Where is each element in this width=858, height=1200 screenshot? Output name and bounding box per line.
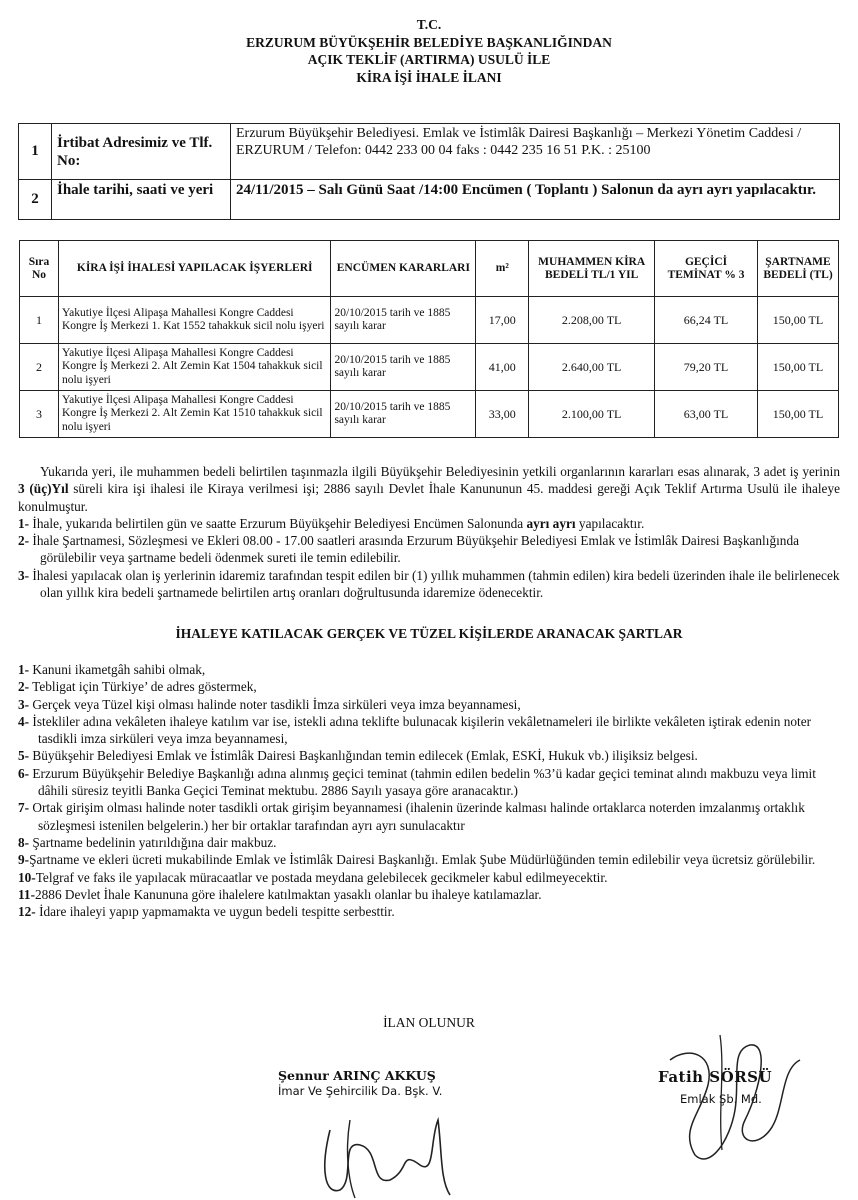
condition-item: 4- İstekliler adına vekâleten ihaleye katılım var ise, istekli adına teklifte bulunacak kişilerin vekâletnameleri ile birlikte vekâleten iştirak edenin noter tasdikli imza sirküleri veya imza beyannamesi, bbox=[18, 713, 812, 747]
info-row-date bbox=[19, 180, 840, 220]
condition-item: 10-Telgraf ve faks ile yapılacak müracaatlar ve postada meydana gelebilecek gecikmeler kabul edilmeyecektir. bbox=[18, 869, 608, 885]
condition-item: 7- Ortak girişim olması halinde noter tasdikli ortak girişim beyannamesi (ihalenin üzerinde kalması halinde ortaklarca noterden imzalanmış ortaklık sözleşmesi istenilen belgelerin.) her bir ortaklar tarafından ayrı ayrı sunulacaktır bbox=[18, 800, 805, 833]
condition-item: 9-Şartname ve ekleri ücreti mukabilinde Emlak ve İstimlâk Dairesi Başkanlığı. Emlak Şube Müdürlüğünden temin edilebilir veya ücretsiz görülebilir. bbox=[18, 852, 816, 868]
row-spec-fee: 150,00 TL bbox=[757, 297, 838, 344]
row-rent: 2.100,00 TL bbox=[529, 391, 655, 438]
row-deposit: 66,24 TL bbox=[655, 297, 758, 344]
note-item: 2- İhale Şartnamesi, Sözleşmesi ve Ekleri 08.00 - 17.00 saatleri arasında Erzurum Büyükşehir Belediyesi Emlak ve İstimlâk Dairesi Başkanlığında görülebilir veya şartname bedeli ödenmek sureti ile temin edilebilir. bbox=[18, 533, 799, 566]
note-item: 3- İhalesi yapılacak olan iş yerlerinin idaremiz tarafından tespit edilen bir (1) yıllık muhammen (tahmin edilen) kira bedeli üzerinden ihale ile belirlenecek olan yıllık kira bedeli şartnamede belirtilen artış oranları doğrultusunda idaremize ödenecektir. bbox=[18, 567, 840, 601]
condition-item: 12- İdare ihaleyi yapıp yapmamakta ve uygun bedeli tespitte serbesttir. bbox=[18, 904, 395, 920]
signature-scribble-right bbox=[660, 1030, 810, 1170]
row-spec-fee: 150,00 TL bbox=[757, 391, 838, 438]
row-decision: 20/10/2015 tarih ve 1885 sayılı karar bbox=[331, 391, 476, 438]
header-tc: T.C. bbox=[416, 17, 442, 32]
row-decision: 20/10/2015 tarih ve 1885 sayılı karar bbox=[331, 297, 476, 344]
info-value: Erzurum Büyükşehir Belediyesi. Emlak ve İstimlâk Dairesi Başkanlığı – Merkezi Yönetim Caddesi / ERZURUM / Telefon: 0442 233 00 04 faks : 0442 235 16 51 P.K. : 25100 bbox=[231, 124, 840, 180]
info-label: İrtibat Adresimiz ve Tlf. No: bbox=[52, 124, 231, 180]
column-header: Sıra No bbox=[20, 241, 59, 297]
row-location: Yakutiye İlçesi Alipaşa Mahallesi Kongre Caddesi Kongre İş Merkezi 1. Kat 1552 tahakkuk sicil nolu işyeri bbox=[58, 297, 331, 344]
info-value: 24/11/2015 – Salı Günü Saat /14:00 Encümen ( Toplantı ) Salonun da ayrı ayrı yapılacaktır. bbox=[231, 180, 840, 220]
conditions-title: İHALEYE KATILACAK GERÇEK VE TÜZEL KİŞİLERDE ARANACAK ŞARTLAR bbox=[175, 626, 683, 641]
info-number: 2 bbox=[19, 180, 52, 220]
column-header: ŞARTNAME BEDELİ (TL) bbox=[757, 241, 838, 297]
row-deposit: 63,00 TL bbox=[655, 391, 758, 438]
signatory-name-left: Şennur ARINÇ AKKUŞ bbox=[278, 1068, 436, 1083]
condition-item: 11-2886 Devlet İhale Kanununa göre ihalelere katılmaktan yasaklı olanlar bu ihaleye katılamazlar. bbox=[18, 886, 542, 902]
condition-item: 3- Gerçek veya Tüzel kişi olması halinde noter tasdikli İmza sirküleri veya imza beyannamesi, bbox=[18, 696, 521, 712]
closing-text: İLAN OLUNUR bbox=[383, 1015, 475, 1030]
page-title: KİRA İŞİ İHALE İLANI bbox=[356, 70, 502, 85]
condition-item: 2- Tebligat için Türkiye’ de adres göstermek, bbox=[18, 679, 257, 695]
row-number: 2 bbox=[20, 344, 59, 391]
condition-item: 1- Kanuni ikametgâh sahibi olmak, bbox=[18, 662, 206, 677]
column-header: MUHAMMEN KİRA BEDELİ TL/1 YIL bbox=[529, 241, 655, 297]
column-header: ENCÜMEN KARARLARI bbox=[331, 241, 476, 297]
info-number: 1 bbox=[19, 124, 52, 180]
info-label: İhale tarihi, saati ve yeri bbox=[52, 180, 231, 220]
note-item: 1- İhale, yukarıda belirtilen gün ve saatte Erzurum Büyükşehir Belediyesi Encümen Salonunda ayrı ayrı yapılacaktır. bbox=[18, 515, 645, 531]
row-location: Yakutiye İlçesi Alipaşa Mahallesi Kongre Caddesi Kongre İş Merkezi 2. Alt Zemin Kat 1510 tahakkuk sicil nolu işyeri bbox=[58, 391, 331, 438]
row-area: 33,00 bbox=[476, 391, 529, 438]
intro-paragraph: Yukarıda yeri, ile muhammen bedeli belirtilen taşınmazla ilgili Büyükşehir Belediyesinin yetkili organlarının kararları esas alınarak, 3 adet iş yerinin 3 (üç)Yıl süreli kira işi ihalesi ile Kiraya verilmesi işi; 2886 sayılı Devlet İhale Kanununun 45. maddesi gereği Açık Teklif Artırma Usulü ile ihaleye konulmuştur. bbox=[18, 464, 841, 514]
table-row bbox=[20, 344, 839, 391]
row-number: 3 bbox=[20, 391, 59, 438]
signature-left bbox=[278, 1068, 442, 1098]
rental-table bbox=[19, 240, 839, 438]
row-rent: 2.640,00 TL bbox=[529, 344, 655, 391]
column-header: KİRA İŞİ İHALESİ YAPILACAK İŞYERLERİ bbox=[58, 241, 331, 297]
column-header: m² bbox=[476, 241, 529, 297]
row-number: 1 bbox=[20, 297, 59, 344]
condition-item: 8- Şartname bedelinin yatırıldığına dair makbuz. bbox=[18, 834, 277, 850]
header-method: AÇIK TEKLİF (ARTIRMA) USULÜ İLE bbox=[307, 52, 551, 67]
signature-scribble-left bbox=[310, 1110, 470, 1200]
table-header-row bbox=[20, 241, 839, 297]
row-rent: 2.208,00 TL bbox=[529, 297, 655, 344]
conditions-list bbox=[18, 661, 840, 920]
table-row bbox=[20, 391, 839, 438]
table-row bbox=[20, 297, 839, 344]
row-area: 41,00 bbox=[476, 344, 529, 391]
row-deposit: 79,20 TL bbox=[655, 344, 758, 391]
row-spec-fee: 150,00 TL bbox=[757, 344, 838, 391]
row-location: Yakutiye İlçesi Alipaşa Mahallesi Kongre Caddesi Kongre İş Merkezi 2. Alt Zemin Kat 1504 tahakkuk sicil nolu işyeri bbox=[58, 344, 331, 391]
signatory-title-right: Emlak Şb. Md. bbox=[680, 1092, 762, 1106]
header-institution: ERZURUM BÜYÜKŞEHİR BELEDİYE BAŞKANLIĞINDAN bbox=[246, 35, 612, 50]
info-table bbox=[18, 123, 840, 220]
row-decision: 20/10/2015 tarih ve 1885 sayılı karar bbox=[331, 344, 476, 391]
notes-section bbox=[18, 463, 840, 601]
signatory-title-left: İmar Ve Şehircilik Da. Bşk. V. bbox=[278, 1084, 443, 1098]
condition-item: 6- Erzurum Büyükşehir Belediye Başkanlığı adına alınmış geçici teminat (tahmin edilen bedelin %3’ü kadar geçici teminat alındı makbuzu veya limit dâhili süresiz teyitli Banka Geçici Teminat mektubu. 2886 Sayılı yasaya göre aranacaktır.) bbox=[18, 765, 816, 799]
column-header: GEÇİCİ TEMİNAT % 3 bbox=[655, 241, 758, 297]
condition-item: 5- Büyükşehir Belediyesi Emlak ve İstimlâk Dairesi Başkanlığından temin edilecek (Emlak, ESKİ, Hukuk vb.) ilişiksiz belgesi. bbox=[18, 748, 698, 764]
row-area: 17,00 bbox=[476, 297, 529, 344]
signatory-name-right: Fatih SÖRSÜ bbox=[658, 1068, 773, 1086]
info-row-contact bbox=[19, 124, 840, 180]
